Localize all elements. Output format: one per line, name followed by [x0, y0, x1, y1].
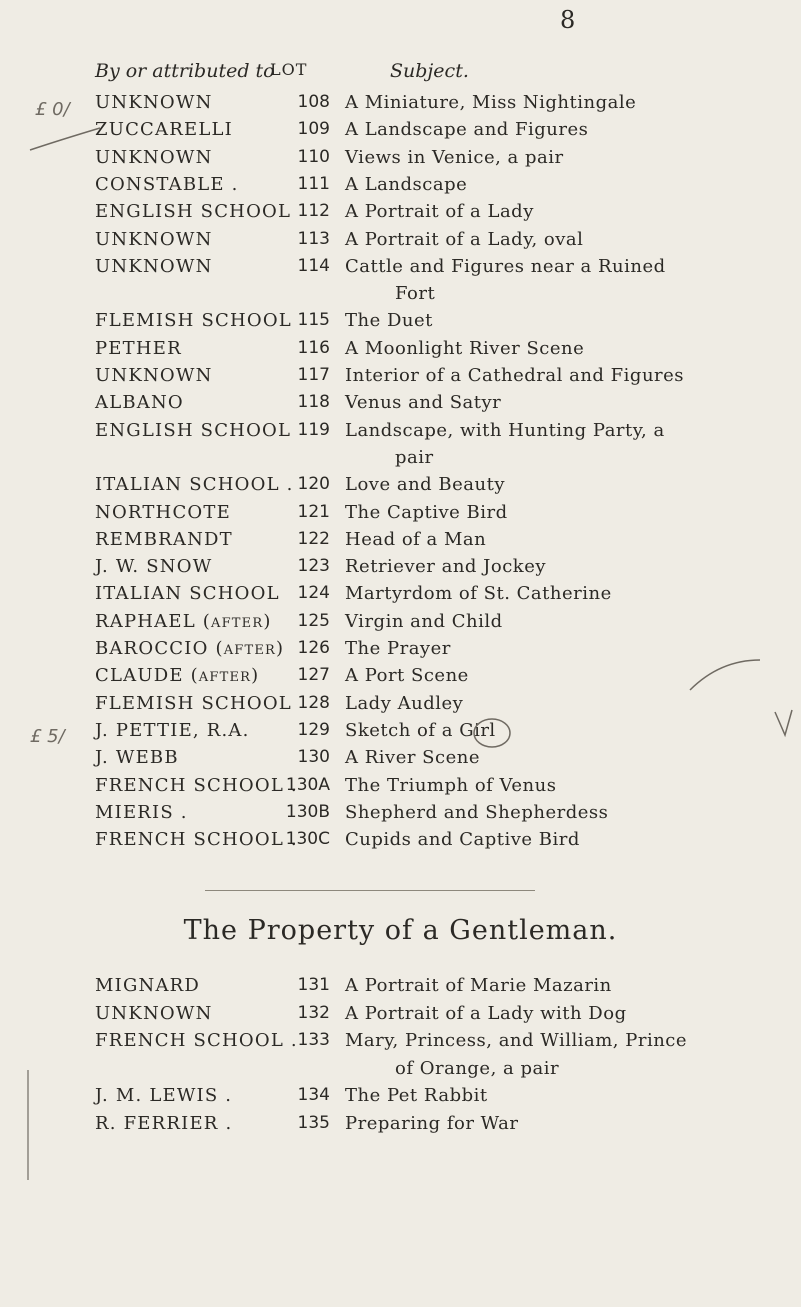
lot-artist: FRENCH SCHOOL .	[95, 1030, 298, 1051]
lot-artist: UNKNOWN	[95, 146, 213, 168]
lot-number: 132	[297, 1002, 330, 1023]
header-lot: LOT	[270, 60, 308, 79]
lot-number: 130	[297, 747, 330, 768]
lot-number: 109	[297, 119, 330, 140]
lot-subject: Love and Beauty	[345, 474, 506, 496]
lot-row	[0, 92, 801, 122]
lot-number: 121	[297, 501, 330, 522]
lot-artist: ALBANO	[95, 392, 184, 414]
lot-row	[0, 1030, 801, 1060]
lot-row	[0, 1085, 801, 1115]
lot-subject: Venus and Satyr	[345, 392, 502, 414]
lot-row	[0, 529, 801, 559]
lot-artist: ENGLISH SCHOOL	[95, 419, 292, 441]
lot-artist: FRENCH SCHOOL .	[95, 829, 298, 851]
lot-row	[0, 174, 801, 204]
lot-row	[0, 556, 801, 586]
lot-artist: UNKNOWN	[95, 228, 213, 250]
lot-subject: A Landscape	[345, 173, 468, 195]
lot-row	[0, 201, 801, 231]
lot-subject: Interior of a Cathedral and Figures	[345, 365, 685, 386]
section-divider	[205, 890, 535, 891]
lot-number: 111	[297, 173, 330, 194]
lot-number: 124	[297, 583, 330, 604]
lot-subject: Retriever and Jockey	[345, 556, 547, 578]
lot-artist: UNKNOWN	[95, 365, 213, 386]
lot-artist: MIERIS .	[95, 801, 188, 823]
lot-artist: CLAUDE (after)	[95, 665, 260, 687]
lot-row	[0, 693, 801, 723]
lot-row	[0, 775, 801, 805]
lot-artist: CONSTABLE .	[95, 173, 239, 195]
lot-artist: J. PETTIE, R.A.	[95, 719, 250, 741]
lot-artist: NORTHCOTE	[95, 501, 231, 523]
lot-row	[0, 365, 801, 395]
lot-row	[0, 583, 801, 613]
lot-artist: PETHER	[95, 337, 182, 359]
lot-subject: Head of a Man	[345, 528, 487, 550]
lot-subject: The Duet	[345, 310, 433, 332]
lot-artist: UNKNOWN	[95, 1002, 213, 1024]
lot-number: 113	[297, 228, 330, 249]
lot-row	[0, 392, 801, 422]
lot-subject: Cattle and Figures near a Ruined	[345, 255, 666, 277]
header-artist: By or attributed to	[95, 60, 275, 82]
lot-row	[0, 638, 801, 668]
lot-subject: A Portrait of a Lady, oval	[345, 228, 584, 250]
lot-subject: Mary, Princess, and William, Prince	[345, 1030, 688, 1051]
header-subject: Subject.	[390, 60, 469, 82]
lot-row	[0, 147, 801, 177]
lot-subject: A Moonlight River Scene	[345, 337, 585, 359]
lot-row	[0, 975, 801, 1005]
lot-subject: A Portrait of Marie Mazarin	[345, 975, 612, 996]
lot-artist: J. M. LEWIS .	[95, 1085, 233, 1106]
lot-artist: FLEMISH SCHOOL	[95, 310, 292, 332]
pencil-price-top: £ 0/	[35, 99, 70, 120]
lot-number: 117	[297, 365, 330, 385]
lot-number: 135	[297, 1112, 330, 1133]
lot-number: 130C	[285, 829, 330, 850]
lot-number: 126	[297, 638, 330, 658]
lot-row	[0, 474, 801, 504]
lot-artist: UNKNOWN	[95, 255, 213, 277]
lot-number: 115	[297, 310, 330, 331]
lot-artist: J. W. SNOW	[95, 556, 213, 578]
lot-artist: ZUCCARELLI	[95, 119, 233, 141]
lot-number: 122	[297, 528, 330, 549]
lot-number: 123	[297, 556, 330, 577]
lot-row	[0, 720, 801, 750]
lot-subject: Virgin and Child	[345, 610, 503, 632]
lot-subject-continued: of Orange, a pair	[395, 1057, 560, 1079]
lot-row	[0, 310, 801, 340]
lot-row	[0, 502, 801, 532]
lot-artist: BAROCCIO (after)	[95, 638, 285, 659]
lot-artist: ENGLISH SCHOOL	[95, 201, 292, 223]
lot-subject: Martyrdom of St. Catherine	[345, 583, 612, 605]
lot-row	[0, 665, 801, 695]
lot-subject: The Pet Rabbit	[345, 1085, 488, 1106]
lot-subject: A Landscape and Figures	[345, 119, 589, 141]
lot-subject: Cupids and Captive Bird	[345, 829, 580, 851]
lot-subject: The Captive Bird	[345, 501, 508, 523]
lot-artist: R. FERRIER .	[95, 1112, 233, 1134]
lot-row	[0, 829, 801, 859]
lot-number: 130B	[285, 801, 330, 822]
lot-subject-continued: Fort	[395, 283, 436, 305]
lot-subject: Landscape, with Hunting Party, a	[345, 419, 665, 441]
lot-subject: A Portrait of a Lady with Dog	[345, 1002, 627, 1024]
lot-subject: Lady Audley	[345, 692, 464, 714]
lot-row	[0, 119, 801, 149]
lot-number: 125	[297, 610, 330, 631]
lot-number: 119	[297, 419, 330, 440]
lot-subject-continued: pair	[395, 446, 434, 468]
lot-number: 128	[297, 692, 330, 713]
lot-number: 108	[297, 92, 330, 112]
lot-row	[0, 256, 801, 286]
lot-subject: Views in Venice, a pair	[345, 146, 564, 168]
lot-artist: ITALIAN SCHOOL	[95, 583, 280, 605]
lot-number: 116	[297, 337, 330, 358]
lot-artist: FRENCH SCHOOL .	[95, 774, 298, 796]
lot-number: 129	[297, 719, 330, 740]
lot-row	[0, 229, 801, 259]
lot-number: 130A	[285, 774, 330, 795]
lot-subject: The Prayer	[345, 638, 451, 659]
lot-number: 118	[297, 392, 330, 413]
section-title: The Property of a Gentleman.	[183, 915, 618, 946]
lot-subject: A River Scene	[345, 747, 480, 769]
lot-row	[0, 1113, 801, 1143]
lot-artist: UNKNOWN	[95, 92, 213, 113]
lot-row	[0, 747, 801, 777]
lot-subject: A Portrait of a Lady	[345, 201, 534, 223]
lot-row	[0, 420, 801, 450]
lot-subject: A Port Scene	[345, 665, 469, 687]
lot-number: 134	[297, 1085, 330, 1105]
lot-number: 133	[297, 1030, 330, 1050]
lot-number: 120	[297, 474, 330, 495]
lot-subject: Preparing for War	[345, 1112, 519, 1134]
lot-subject: The Triumph of Venus	[345, 774, 557, 796]
lot-artist: REMBRANDT	[95, 528, 233, 550]
lot-subject: A Miniature, Miss Nightingale	[345, 92, 637, 113]
lot-number: 114	[297, 255, 330, 276]
pencil-price-side: £ 5/	[30, 726, 65, 747]
lot-subject: Sketch of a Girl	[345, 719, 496, 741]
page-number: 8	[560, 6, 576, 34]
lot-row	[0, 802, 801, 832]
lot-artist: ITALIAN SCHOOL .	[95, 474, 294, 496]
lot-artist: J. WEBB	[95, 747, 179, 769]
lot-artist: RAPHAEL (after)	[95, 610, 272, 632]
lot-number: 127	[297, 665, 330, 686]
lot-artist: MIGNARD	[95, 975, 201, 996]
lot-row	[0, 338, 801, 368]
lot-artist: FLEMISH SCHOOL	[95, 692, 292, 714]
lot-number: 131	[297, 975, 330, 995]
lot-subject: Shepherd and Shepherdess	[345, 801, 609, 823]
lot-row	[0, 611, 801, 641]
lot-number: 112	[297, 201, 330, 222]
lot-row	[0, 1003, 801, 1033]
lot-number: 110	[297, 146, 330, 167]
